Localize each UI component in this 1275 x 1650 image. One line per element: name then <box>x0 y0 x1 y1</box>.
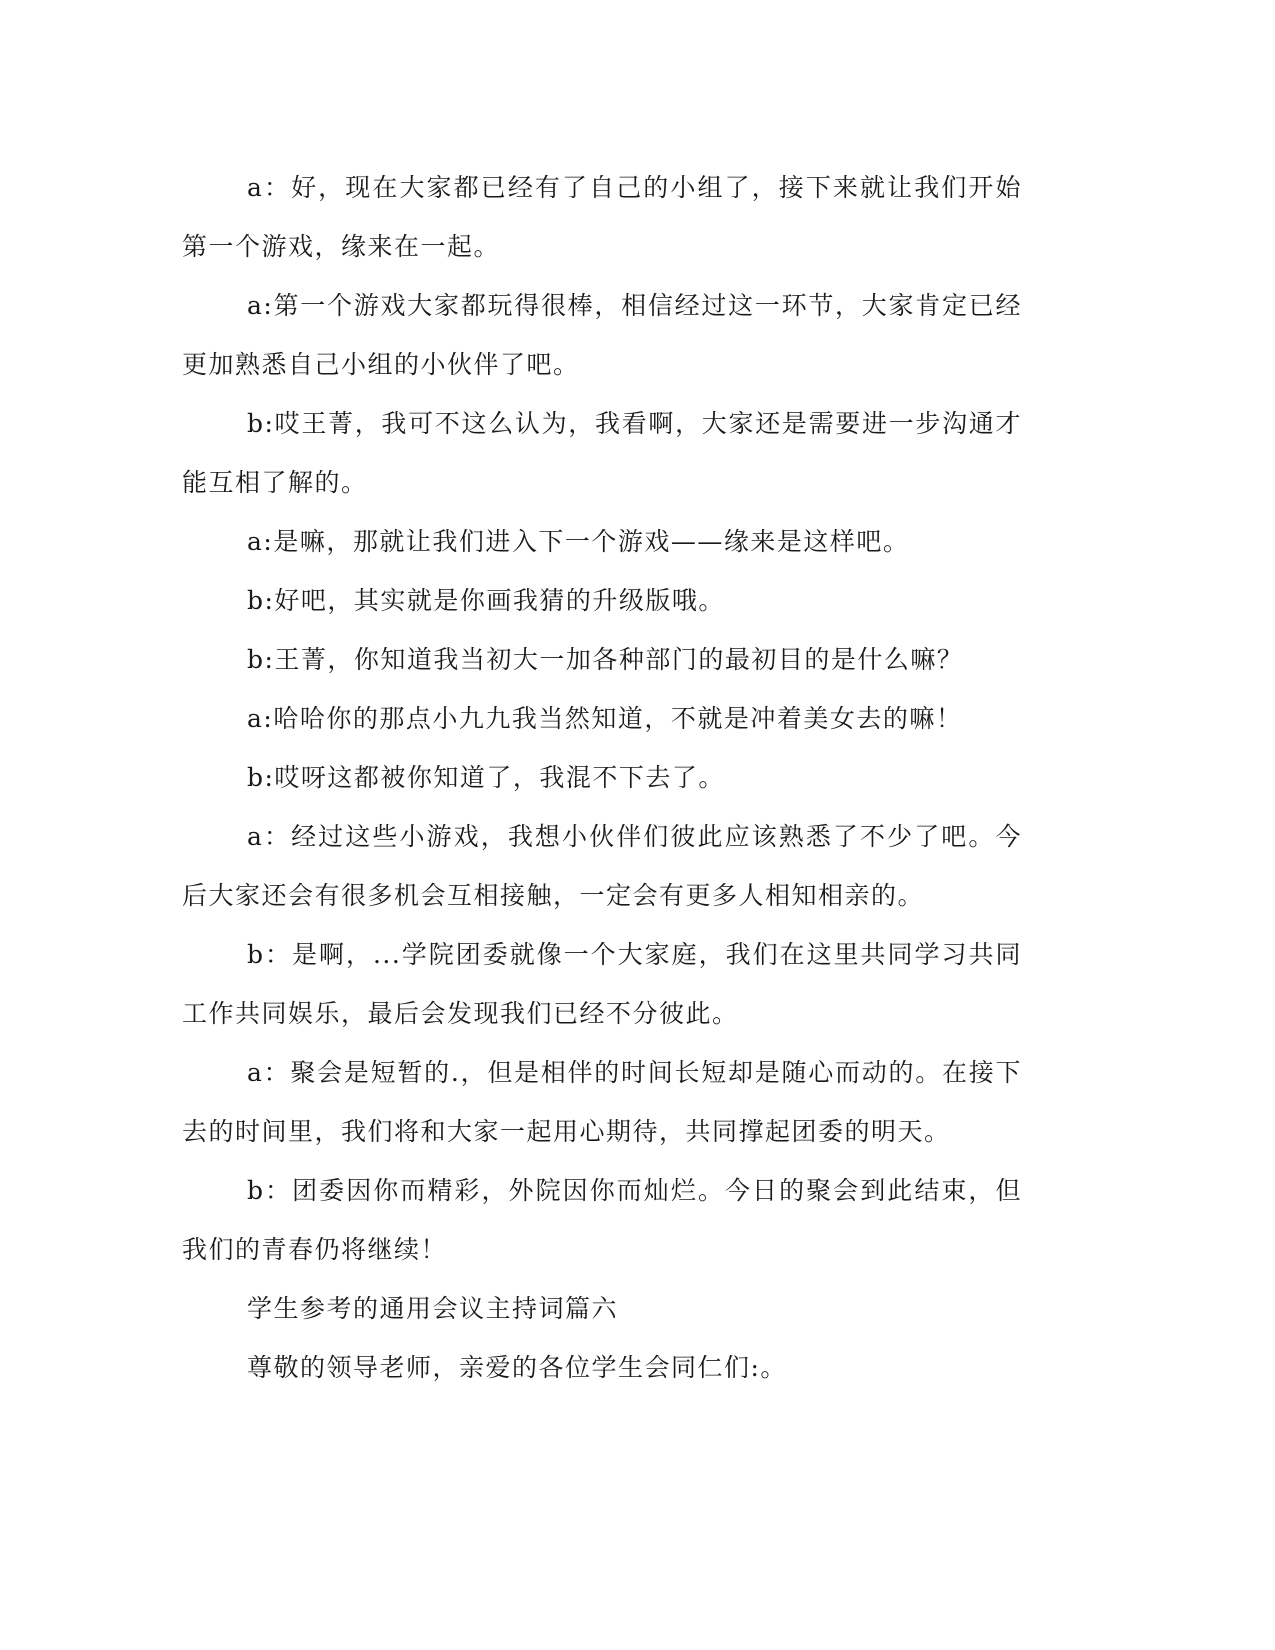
section-heading: 学生参考的通用会议主持词篇六 <box>247 1294 619 1323</box>
paragraph: b：是啊，...学院团委就像一个大家庭，我们在这里共同学习共同工作共同娱乐，最后会发现我们已经不分彼此。 <box>182 940 1022 1028</box>
paragraph: a：好，现在大家都已经有了自己的小组了，接下来就让我们开始第一个游戏，缘来在一起。 <box>182 173 1022 261</box>
paragraph: a：经过这些小游戏，我想小伙伴们彼此应该熟悉了不少了吧。今后大家还会有很多机会互相接触，一定会有更多人相知相亲的。 <box>182 822 1022 910</box>
paragraph: b:哎呀这都被你知道了，我混不下去了。 <box>247 763 725 792</box>
paragraph: b：团委因你而精彩，外院因你而灿烂。今日的聚会到此结束，但我们的青春仍将继续！ <box>182 1176 1022 1264</box>
paragraph: a:哈哈你的那点小九九我当然知道，不就是冲着美女去的嘛！ <box>247 704 963 733</box>
paragraph: a：聚会是短暂的.，但是相伴的时间长短却是随心而动的。在接下去的时间里，我们将和大家一起用心期待，共同撑起团委的明天。 <box>182 1058 1022 1146</box>
paragraph: a:是嘛，那就让我们进入下一个游戏——缘来是这样吧。 <box>247 527 910 556</box>
paragraph: 尊敬的领导老师，亲爱的各位学生会同仁们:。 <box>247 1353 787 1382</box>
document-body <box>182 158 1022 1397</box>
paragraph: b:好吧，其实就是你画我猜的升级版哦。 <box>247 586 725 615</box>
paragraph: a:第一个游戏大家都玩得很棒，相信经过这一环节，大家肯定已经更加熟悉自己小组的小伙伴了吧。 <box>182 291 1022 379</box>
paragraph: b:哎王菁，我可不这么认为，我看啊，大家还是需要进一步沟通才能互相了解的。 <box>182 409 1022 497</box>
paragraph: b:王菁，你知道我当初大一加各种部门的最初目的是什么嘛？ <box>247 645 964 674</box>
